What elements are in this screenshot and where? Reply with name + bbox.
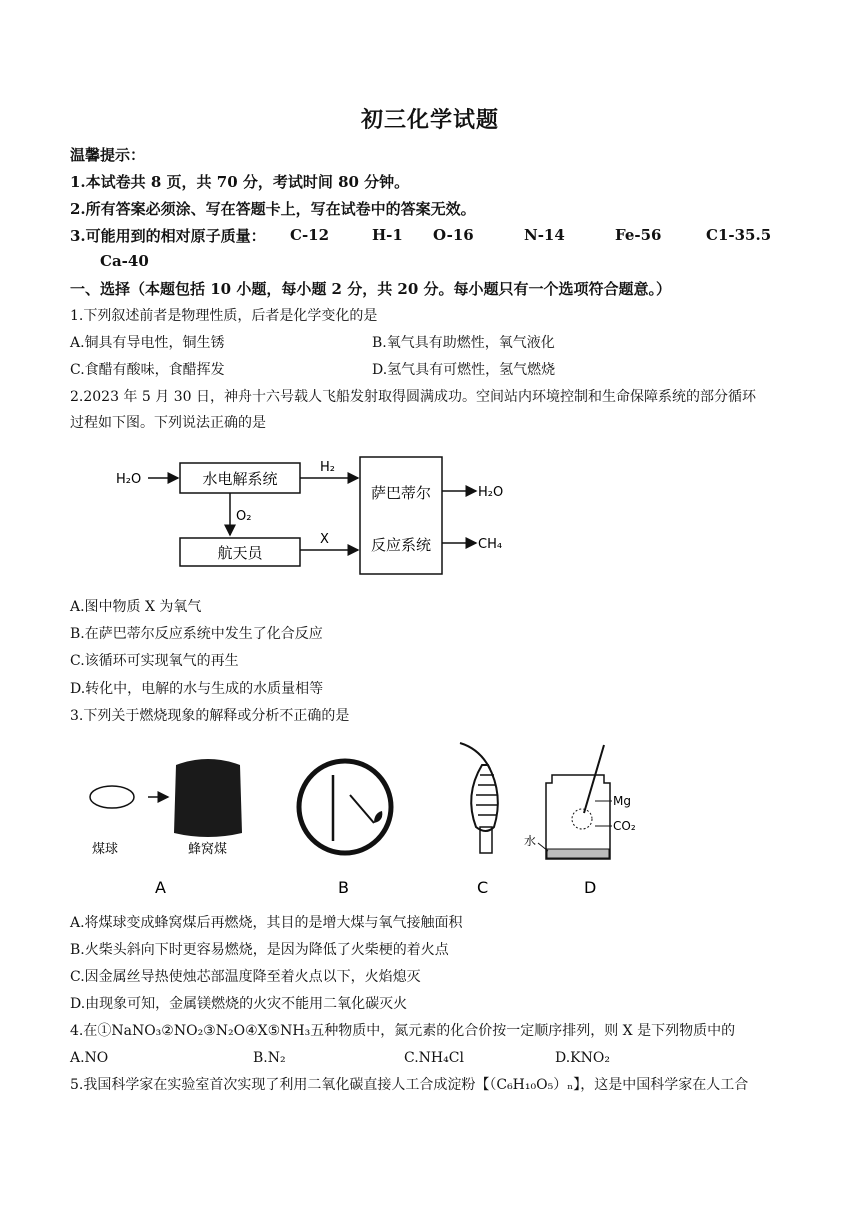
q3-option-d: D.由现象可知，金属镁燃烧的火灾不能用二氧化碳灭火 (70, 996, 408, 1012)
q4-option-d: D.KNO₂ (555, 1050, 610, 1066)
mg-label: Mg (613, 794, 631, 808)
ch4-output-label: CH₄ (478, 537, 503, 552)
page-title: 初三化学试题 (360, 107, 499, 133)
life-support-cycle-diagram (110, 445, 530, 585)
x-label: X (320, 532, 329, 547)
o2-label: O₂ (236, 509, 252, 524)
q1-option-a: A.铜具有导电性，铜生锈 (70, 335, 225, 351)
mass-n: N-14 (524, 226, 565, 244)
q3-stem: 3.下列关于燃烧现象的解释或分析不正确的是 (70, 708, 350, 724)
honeycomb-coal-drawing (174, 759, 242, 837)
q3-option-a: A.将煤球变成蜂窝煤后再燃烧，其目的是增大煤与氧气接触面积 (70, 915, 463, 931)
sabatier-box (360, 457, 442, 574)
q4-option-a: A.NO (70, 1050, 109, 1066)
coal-ball-label: 煤球 (92, 842, 119, 857)
honeycomb-label: 蜂窝煤 (188, 842, 228, 857)
tip-3-label: 3.可能用到的相对原子质量： (70, 227, 266, 245)
electrolysis-label: 水电解系统 (202, 470, 278, 488)
sabatier-label-1: 萨巴蒂尔 (370, 484, 432, 502)
h2-label: H₂ (320, 460, 335, 475)
q3-option-b: B.火柴头斜向下时更容易燃烧，是因为降低了火柴梗的着火点 (70, 942, 449, 958)
q2-stem-line2: 过程如下图。下列说法正确的是 (70, 415, 266, 431)
q4-stem: 4.在①NaNO₃②NO₂③N₂O④X⑤NH₃五种物质中，氮元素的化合价按一定顺序排列，则 X 是下列物质中的 (70, 1023, 736, 1039)
coal-ball-drawing (90, 786, 134, 808)
mass-cl: C1-35.5 (706, 226, 772, 244)
q2-option-a: A.图中物质 X 为氧气 (70, 599, 202, 615)
q1-option-c: C.食醋有酸味，食醋挥发 (70, 362, 225, 378)
section-1-heading: 一、选择（本题包括 10 小题，每小题 2 分，共 20 分。每小题只有一个选项符合题意。） (70, 280, 672, 298)
tip-2: 2.所有答案必须涂、写在答题卡上，写在试卷中的答案无效。 (70, 200, 476, 218)
astronaut-label: 航天员 (217, 544, 263, 562)
match-circle-drawing (299, 761, 391, 853)
q1-stem: 1.下列叙述前者是物理性质，后者是化学变化的是 (70, 308, 378, 324)
mass-ca: Ca-40 (100, 252, 149, 270)
q2-option-c: C.该循环可实现氧气的再生 (70, 653, 239, 669)
combustion-figure (80, 735, 680, 905)
q4-option-b: B.N₂ (253, 1050, 286, 1066)
q4-option-c: C.NH₄Cl (404, 1050, 464, 1066)
water-layer-drawing (547, 849, 609, 858)
q3-option-c: C.因金属丝导热使烛芯部温度降至着火点以下，火焰熄灭 (70, 969, 421, 985)
sabatier-label-2: 反应系统 (370, 536, 432, 554)
figure-b-label: B (338, 878, 349, 897)
mass-h: H-1 (372, 226, 403, 244)
q1-option-d: D.氢气具有可燃性，氢气燃烧 (372, 362, 556, 378)
q5-stem: 5.我国科学家在实验室首次实现了利用二氧化碳直接人工合成淀粉【（C₆H₁₀O₅）ₙ】，这是中国科学家在人工合 (70, 1077, 749, 1093)
mass-o: O-16 (433, 226, 474, 244)
tips-heading: 温馨提示： (70, 146, 146, 164)
spark-icon (572, 809, 592, 829)
h2o-input-label: H₂O (116, 472, 142, 487)
q2-stem-line1: 2.2023 年 5 月 30 日，神舟十六号载人飞船发射取得圆满成功。空间站内环境控制和生命保障系统的部分循环 (70, 389, 756, 405)
figure-a-label: A (155, 878, 166, 897)
figure-c-label: C (477, 878, 489, 897)
q2-option-d: D.转化中，电解的水与生成的水质量相等 (70, 681, 324, 697)
mass-c: C-12 (290, 226, 330, 244)
water-label: 水 (524, 834, 537, 848)
mass-fe: Fe-56 (615, 226, 662, 244)
q2-option-b: B.在萨巴蒂尔反应系统中发生了化合反应 (70, 626, 323, 642)
tip-1: 1.本试卷共 8 页，共 70 分，考试时间 80 分钟。 (70, 173, 410, 191)
co2-label: CO₂ (613, 819, 636, 833)
q1-option-b: B.氧气具有助燃性，氧气液化 (372, 335, 555, 351)
tilted-match-drawing (350, 795, 374, 823)
flame-icon (374, 811, 382, 823)
gas-jar-drawing (546, 775, 610, 859)
figure-d-label: D (584, 878, 597, 897)
mg-ribbon-drawing (584, 745, 604, 813)
h2o-output-label: H₂O (478, 485, 504, 500)
